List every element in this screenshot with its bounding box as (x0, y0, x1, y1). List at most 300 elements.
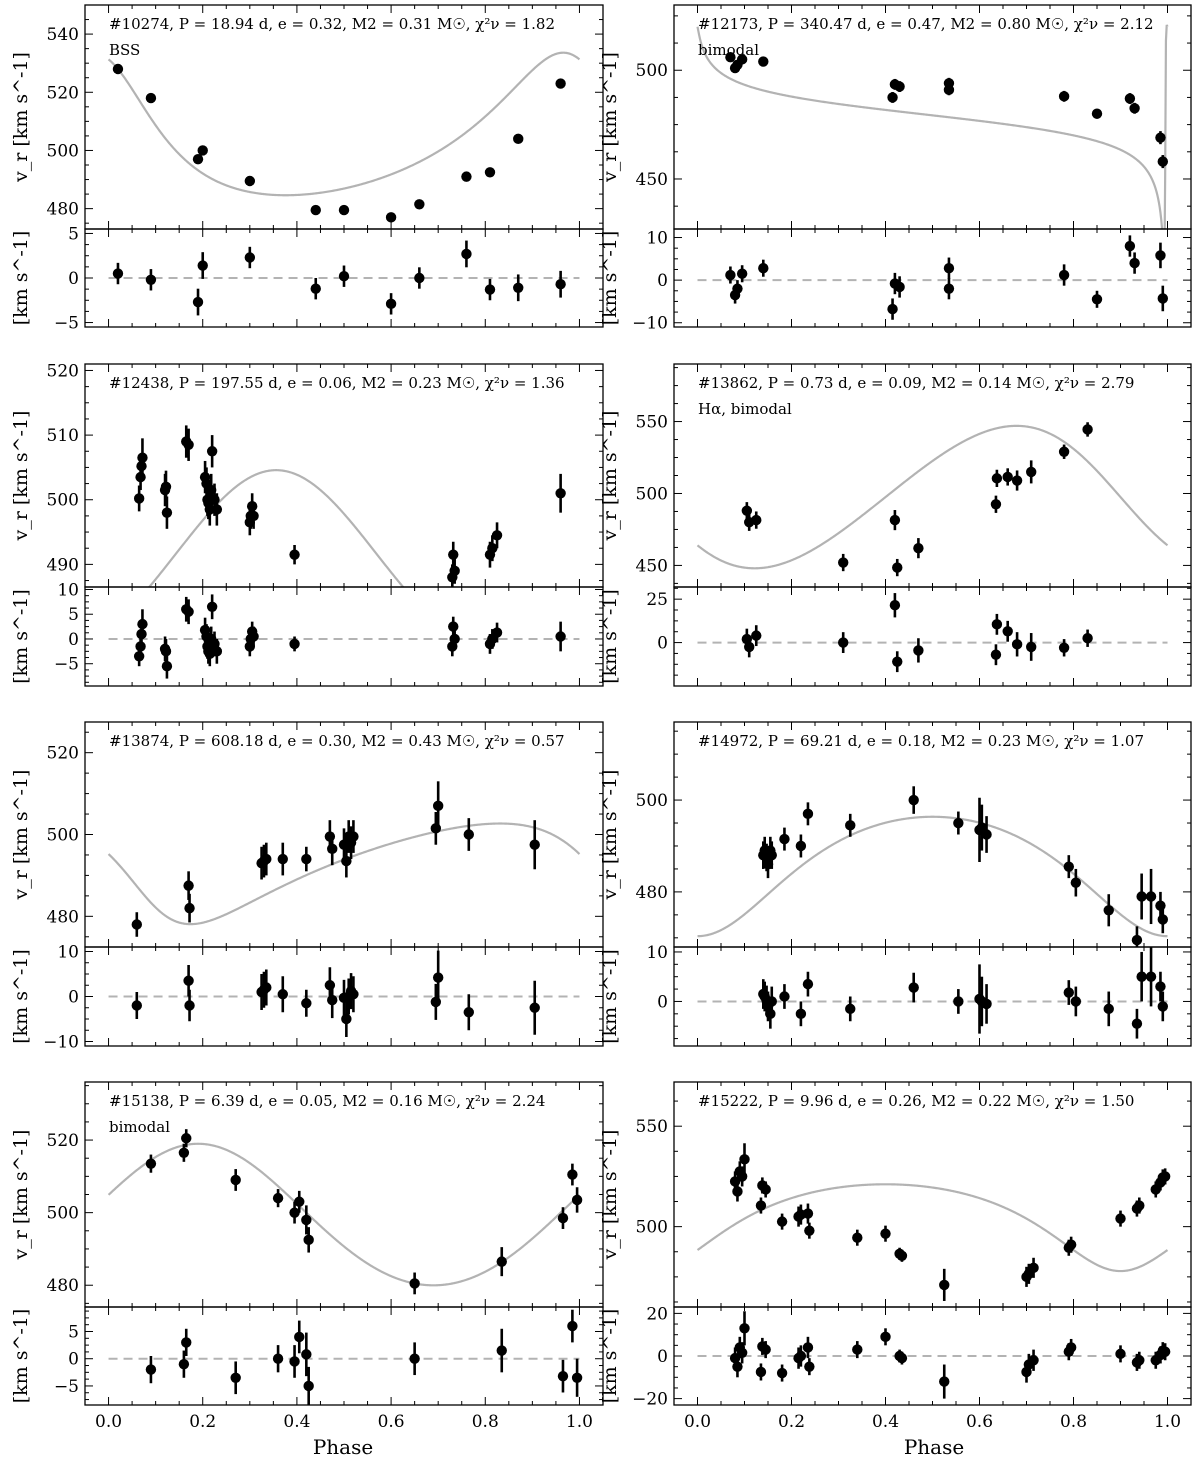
res-point-10274-10 (485, 284, 495, 294)
x-tick-label: 0.2 (777, 1412, 806, 1432)
y-tick-label: −10 (43, 1032, 79, 1053)
x-tick-label: 0.6 (965, 1412, 994, 1432)
panel-title-10274: #10274, P = 18.94 d, e = 0.32, M2 = 0.31 M☉, χ²ν = 1.82 (109, 15, 556, 33)
res-point-12173-13 (1129, 258, 1139, 268)
rv-point-10274-9 (461, 171, 471, 181)
rv-point-12173-11 (1092, 109, 1102, 119)
res-point-15222-22 (1066, 1342, 1076, 1352)
res-point-15222-3 (737, 1348, 747, 1358)
panel-title-15222: #15222, P = 9.96 d, e = 0.26, M2 = 0.22 M☉, χ²ν = 1.50 (698, 1092, 1135, 1110)
res-point-13862-12 (1059, 643, 1069, 653)
res-point-15222-8 (777, 1368, 787, 1378)
rv-point-15222-11 (803, 1208, 813, 1218)
model-curve-10274 (109, 53, 580, 196)
rv-point-15222-5 (756, 1200, 766, 1210)
res-point-13862-2 (751, 630, 761, 640)
res-point-12438-24 (448, 621, 458, 631)
y-tick-label: 0 (68, 629, 79, 650)
y-tick-label: 10 (57, 580, 79, 601)
res-point-12173-3 (737, 269, 747, 279)
panel-title-13874: #13874, P = 608.18 d, e = 0.30, M2 = 0.43 M☉, χ²ν = 0.57 (109, 732, 565, 750)
res-point-13874-14 (348, 989, 358, 999)
y-tick-label: 5 (68, 224, 79, 245)
res-point-15222-5 (756, 1367, 766, 1377)
rv-axes-frame-15222 (674, 1082, 1191, 1307)
res-point-15222-7 (760, 1344, 770, 1354)
res-point-12438-25 (449, 634, 459, 644)
rv-point-14972-9 (845, 820, 855, 830)
res-point-12173-8 (944, 283, 954, 293)
y-tick-label: 510 (46, 426, 79, 447)
rv-point-14972-10 (909, 795, 919, 805)
res-point-15222-12 (804, 1361, 814, 1371)
rv-point-13874-16 (433, 801, 443, 811)
rv-point-13874-18 (530, 840, 540, 850)
res-point-15222-14 (880, 1332, 890, 1342)
panel-12438 (10, 361, 603, 686)
rv-point-15138-12 (567, 1169, 577, 1179)
rv-point-14972-6 (779, 834, 789, 844)
rv-point-15222-12 (804, 1225, 814, 1235)
rv-point-13862-7 (991, 499, 1001, 509)
res-point-10274-11 (513, 283, 523, 293)
rv-axes-frame-14972 (674, 722, 1191, 947)
rv-point-15222-29 (1160, 1171, 1170, 1181)
rv-point-15138-10 (497, 1256, 507, 1266)
rv-point-10274-0 (113, 64, 123, 74)
rv-point-14972-17 (1104, 905, 1114, 915)
y-axis-label-rv: v_r [km s^-1] (10, 769, 32, 900)
y-axis-label-rv: v_r [km s^-1] (10, 1129, 32, 1260)
res-point-13862-7 (991, 650, 1001, 660)
rv-point-15222-16 (897, 1251, 907, 1261)
res-point-13874-7 (301, 998, 311, 1008)
res-point-15138-2 (181, 1337, 191, 1347)
rv-point-14972-8 (803, 809, 813, 819)
rv-point-13862-11 (1026, 467, 1036, 477)
x-tick-label: 0.8 (471, 1412, 499, 1432)
model-curve-12438 (109, 470, 580, 659)
rv-point-14972-15 (1064, 861, 1074, 871)
y-axis-label-rv: v_r [km s^-1] (599, 52, 621, 182)
y-tick-label: 5 (68, 605, 79, 626)
x-tick-label: 0.0 (95, 1412, 123, 1432)
panel-title-12173: #12173, P = 340.47 d, e = 0.47, M2 = 0.80 M☉, χ²ν = 2.12 (698, 15, 1154, 33)
rv-point-12438-28 (492, 530, 502, 540)
rv-point-10274-12 (555, 78, 565, 88)
y-tick-label: −5 (53, 313, 79, 334)
rv-point-12438-5 (161, 482, 171, 492)
res-point-12438-6 (162, 661, 172, 671)
y-tick-label: 520 (46, 743, 79, 764)
res-point-15222-4 (739, 1323, 749, 1333)
panel-note-12173: bimodal (698, 41, 759, 59)
panel-15222 (599, 1082, 1191, 1432)
res-point-14972-7 (796, 1009, 806, 1019)
rv-point-15138-1 (179, 1148, 189, 1158)
rv-point-15222-7 (760, 1184, 770, 1194)
rv-point-12438-8 (183, 440, 193, 450)
y-tick-label: 500 (635, 484, 668, 505)
rv-point-12438-24 (448, 549, 458, 559)
rv-point-13862-4 (890, 515, 900, 525)
res-point-15222-25 (1134, 1355, 1144, 1365)
res-point-10274-6 (339, 271, 349, 281)
res-point-12173-14 (1155, 250, 1165, 260)
rv-point-15138-0 (146, 1158, 156, 1168)
residual-axes-frame-12438 (85, 587, 603, 686)
res-point-10274-7 (386, 299, 396, 309)
y-axis-label-residual: [km s^-1] (10, 230, 32, 326)
res-point-10274-3 (198, 260, 208, 270)
rv-point-14972-18 (1132, 935, 1142, 945)
res-point-12438-28 (492, 627, 502, 637)
rv-point-15138-9 (409, 1278, 419, 1288)
res-point-13874-17 (464, 1007, 474, 1017)
y-axis-label-residual: [km s^-1] (599, 589, 621, 684)
res-point-12173-12 (1125, 241, 1135, 251)
rv-point-13862-10 (1012, 475, 1022, 485)
y-tick-label: 500 (635, 1217, 668, 1238)
res-point-13862-8 (992, 619, 1002, 629)
res-point-12438-21 (248, 631, 258, 641)
y-tick-label: 550 (635, 1117, 668, 1138)
x-tick-label: 1.0 (565, 1412, 593, 1432)
res-point-12438-29 (555, 631, 565, 641)
res-point-13874-6 (278, 989, 288, 999)
y-tick-label: 500 (46, 141, 79, 162)
res-point-14972-19 (1136, 972, 1146, 982)
y-axis-label-residual: [km s^-1] (10, 949, 32, 1044)
rv-point-12173-13 (1129, 103, 1139, 113)
res-point-13874-1 (183, 976, 193, 986)
panel-title-15138: #15138, P = 6.39 d, e = 0.05, M2 = 0.16 M☉, χ²ν = 2.24 (109, 1092, 546, 1110)
res-point-12173-11 (1092, 294, 1102, 304)
panel-note-13862: Hα, bimodal (698, 400, 792, 418)
y-tick-label: 0 (68, 269, 79, 289)
y-tick-label: 0 (657, 1347, 668, 1367)
rv-point-15222-22 (1066, 1240, 1076, 1250)
res-point-13862-5 (892, 656, 902, 666)
res-point-15222-11 (803, 1342, 813, 1352)
rv-point-14972-20 (1146, 891, 1156, 901)
panel-title-14972: #14972, P = 69.21 d, e = 0.18, M2 = 0.23 M☉, χ²ν = 1.07 (698, 732, 1145, 750)
rv-point-13874-5 (261, 854, 271, 864)
y-tick-label: −5 (53, 654, 79, 675)
model-curve-13862 (698, 426, 1168, 568)
res-point-15222-20 (1028, 1355, 1038, 1365)
rv-axes-frame-12173 (674, 5, 1191, 229)
rv-point-14972-22 (1158, 914, 1168, 924)
res-point-12438-22 (289, 639, 299, 649)
res-point-13862-6 (913, 645, 923, 655)
rv-point-15222-8 (777, 1216, 787, 1226)
res-point-12173-15 (1158, 293, 1168, 303)
res-point-15138-9 (409, 1354, 419, 1364)
rv-point-12438-20 (247, 501, 257, 511)
y-tick-label: 0 (68, 1349, 79, 1370)
rv-point-10274-4 (245, 176, 255, 186)
y-tick-label: 520 (46, 83, 79, 104)
res-point-13874-2 (184, 1000, 194, 1010)
rv-point-15222-23 (1115, 1213, 1125, 1223)
rv-point-13862-2 (751, 515, 761, 525)
rv-point-12173-12 (1125, 93, 1135, 103)
rv-point-15222-4 (739, 1154, 749, 1164)
residual-axes-frame-15138 (85, 1307, 603, 1405)
rv-point-15222-20 (1028, 1263, 1038, 1273)
res-point-10274-0 (113, 268, 123, 278)
res-point-13862-9 (1003, 626, 1013, 636)
rv-point-12173-15 (1158, 156, 1168, 166)
rv-point-13874-7 (301, 854, 311, 864)
rv-point-14972-16 (1071, 878, 1081, 888)
res-point-10274-1 (146, 275, 156, 285)
res-point-15222-29 (1160, 1347, 1170, 1357)
panel-note-10274: BSS (109, 41, 141, 59)
y-axis-label-rv: v_r [km s^-1] (599, 410, 621, 541)
rv-point-14972-7 (796, 841, 806, 851)
y-tick-label: 480 (635, 882, 668, 903)
res-point-14972-18 (1132, 1019, 1142, 1029)
y-axis-label-residual: [km s^-1] (599, 230, 621, 326)
res-point-10274-12 (555, 279, 565, 289)
res-point-14972-11 (953, 996, 963, 1006)
res-point-13874-5 (261, 982, 271, 992)
residual-axes-frame-14972 (674, 947, 1191, 1046)
res-point-10274-2 (193, 297, 203, 307)
y-axis-label-rv: v_r [km s^-1] (599, 769, 621, 900)
res-point-15138-1 (179, 1359, 189, 1369)
y-tick-label: 5 (68, 1322, 79, 1343)
panel-12173 (599, 5, 1191, 334)
res-point-12173-7 (894, 282, 904, 292)
rv-point-12438-21 (248, 511, 258, 521)
rv-point-15222-17 (939, 1280, 949, 1290)
panel-note-15138: bimodal (109, 1118, 170, 1136)
res-point-13874-9 (327, 995, 337, 1005)
y-tick-label: −5 (53, 1376, 79, 1397)
y-axis-label-residual: [km s^-1] (10, 589, 32, 684)
rv-point-12173-7 (894, 81, 904, 91)
rv-point-15138-2 (181, 1133, 191, 1143)
rv-point-14972-19 (1136, 891, 1146, 901)
rv-point-12173-10 (1059, 91, 1069, 101)
x-tick-label: 0.8 (1059, 1412, 1088, 1432)
rv-point-12173-4 (758, 56, 768, 66)
rv-point-13874-1 (183, 880, 193, 890)
rv-point-15222-1 (732, 1186, 742, 1196)
y-tick-label: 500 (635, 791, 668, 812)
res-point-14972-16 (1071, 996, 1081, 1006)
rv-point-10274-11 (513, 134, 523, 144)
rv-point-15138-6 (294, 1197, 304, 1207)
y-tick-label: −20 (632, 1389, 668, 1410)
y-axis-label-residual: [km s^-1] (10, 1308, 32, 1404)
res-point-15138-11 (558, 1371, 568, 1381)
res-point-14972-8 (803, 979, 813, 989)
rv-point-10274-3 (198, 145, 208, 155)
res-point-12438-8 (183, 607, 193, 617)
rv-point-13862-6 (913, 543, 923, 553)
y-tick-label: 500 (46, 825, 79, 846)
rv-point-12438-29 (555, 488, 565, 498)
rv-point-15138-3 (230, 1175, 240, 1185)
x-axis-label-left: Phase (312, 1435, 374, 1459)
res-point-13874-11 (341, 1014, 351, 1024)
res-point-13862-13 (1082, 633, 1092, 643)
y-tick-label: 0 (657, 271, 668, 292)
rv-point-10274-8 (414, 199, 424, 209)
y-tick-label: 450 (635, 169, 668, 190)
rv-point-13874-17 (464, 829, 474, 839)
rv-point-10274-6 (339, 205, 349, 215)
rv-point-15222-13 (852, 1232, 862, 1242)
y-tick-label: 0 (657, 992, 668, 1013)
res-point-14972-20 (1146, 972, 1156, 982)
y-tick-label: 10 (646, 228, 668, 249)
x-tick-label: 0.2 (189, 1412, 217, 1432)
y-tick-label: 480 (46, 1276, 79, 1297)
y-axis-label-rv: v_r [km s^-1] (599, 1129, 621, 1260)
x-tick-label: 1.0 (1153, 1412, 1182, 1432)
y-tick-label: 10 (57, 942, 79, 963)
res-point-15138-0 (146, 1364, 156, 1374)
res-point-15222-23 (1115, 1349, 1125, 1359)
res-point-14972-4 (765, 1009, 775, 1019)
res-point-13874-16 (433, 972, 443, 982)
rv-point-15138-4 (273, 1193, 283, 1203)
res-point-12438-15 (207, 602, 217, 612)
rv-axes-frame-12438 (85, 364, 603, 587)
res-point-15138-12 (567, 1321, 577, 1331)
rv-point-12438-17 (212, 504, 222, 514)
rv-point-13874-0 (132, 919, 142, 929)
rv-point-14972-11 (953, 818, 963, 828)
res-point-12173-0 (725, 270, 735, 280)
res-point-12173-2 (732, 283, 742, 293)
rv-axes-frame-13862 (674, 364, 1191, 587)
rv-axes-frame-10274 (85, 5, 603, 229)
rv-point-12438-0 (134, 493, 144, 503)
res-point-13862-11 (1026, 642, 1036, 652)
res-point-15222-10 (796, 1351, 806, 1361)
model-curve-15138 (109, 1144, 580, 1286)
res-point-15138-3 (230, 1373, 240, 1383)
res-point-15138-8 (303, 1381, 313, 1391)
res-point-10274-9 (461, 249, 471, 259)
res-point-15138-10 (497, 1345, 507, 1355)
rv-point-15138-11 (558, 1213, 568, 1223)
panel-title-12438: #12438, P = 197.55 d, e = 0.06, M2 = 0.23 M☉, χ²ν = 1.36 (109, 374, 565, 392)
res-point-12173-10 (1059, 270, 1069, 280)
res-point-14972-10 (909, 982, 919, 992)
res-point-15222-17 (939, 1376, 949, 1386)
rv-point-13874-2 (184, 903, 194, 913)
y-axis-label-residual: [km s^-1] (599, 1308, 621, 1404)
res-point-13874-18 (530, 1003, 540, 1013)
y-tick-label: 25 (646, 590, 668, 611)
res-point-15222-13 (852, 1344, 862, 1354)
x-tick-label: 0.4 (283, 1412, 311, 1432)
y-tick-label: 0 (657, 633, 668, 654)
res-point-15138-5 (289, 1356, 299, 1366)
res-point-14972-17 (1104, 1004, 1114, 1014)
y-axis-label-rv: v_r [km s^-1] (10, 410, 32, 541)
rv-point-15222-14 (880, 1228, 890, 1238)
y-tick-label: −10 (632, 313, 668, 334)
y-tick-label: 0 (68, 987, 79, 1008)
res-point-14972-6 (779, 991, 789, 1001)
y-tick-label: 500 (46, 1203, 79, 1224)
panel-13862 (599, 364, 1191, 686)
rv-point-15222-25 (1134, 1200, 1144, 1210)
rv-point-14972-14 (981, 829, 991, 839)
y-axis-label-rv: v_r [km s^-1] (10, 52, 32, 182)
panel-title-13862: #13862, P = 0.73 d, e = 0.09, M2 = 0.14 M☉, χ²ν = 2.79 (698, 374, 1135, 392)
rv-point-12438-22 (289, 549, 299, 559)
rv-point-12438-6 (162, 507, 172, 517)
rv-point-12173-14 (1155, 132, 1165, 142)
rv-point-12438-25 (449, 566, 459, 576)
x-axis-label-right: Phase (903, 1435, 965, 1459)
rv-point-10274-1 (146, 93, 156, 103)
rv-point-13862-8 (992, 473, 1002, 483)
panel-13874 (10, 722, 603, 1053)
res-point-13862-1 (744, 642, 754, 652)
y-tick-label: 520 (46, 361, 79, 382)
y-tick-label: 490 (46, 555, 79, 576)
rv-point-15138-7 (301, 1215, 311, 1225)
res-point-14972-22 (1158, 1001, 1168, 1011)
y-tick-label: 20 (646, 1304, 668, 1325)
rv-point-13862-5 (892, 562, 902, 572)
residual-axes-frame-12173 (674, 229, 1191, 327)
panel-15138 (10, 1082, 603, 1432)
res-point-15138-7 (301, 1349, 311, 1359)
panel-14972 (599, 722, 1191, 1046)
y-axis-label-residual: [km s^-1] (599, 949, 621, 1044)
res-point-14972-15 (1064, 987, 1074, 997)
res-point-13862-10 (1012, 639, 1022, 649)
res-point-13862-3 (838, 637, 848, 647)
y-tick-label: 540 (46, 25, 79, 46)
res-point-15222-16 (897, 1353, 907, 1363)
rv-axes-frame-15138 (85, 1082, 603, 1307)
res-point-14972-21 (1155, 981, 1165, 991)
res-point-12438-3 (137, 619, 147, 629)
res-point-12438-17 (212, 646, 222, 656)
rv-point-10274-10 (485, 167, 495, 177)
res-point-12173-4 (758, 263, 768, 273)
x-tick-label: 0.4 (871, 1412, 900, 1432)
res-point-15138-13 (572, 1373, 582, 1383)
res-point-12173-9 (944, 263, 954, 273)
x-tick-label: 0.6 (377, 1412, 405, 1432)
rv-point-10274-5 (311, 205, 321, 215)
res-point-14972-5 (767, 996, 777, 1006)
rv-point-12438-15 (207, 446, 217, 456)
res-point-15138-4 (273, 1354, 283, 1364)
res-point-13874-0 (132, 1000, 142, 1010)
rv-point-14972-5 (767, 850, 777, 860)
rv-point-13862-3 (838, 557, 848, 567)
res-point-10274-8 (414, 273, 424, 283)
y-tick-label: 500 (635, 61, 668, 82)
panel-10274 (10, 5, 603, 334)
y-tick-label: 520 (46, 1131, 79, 1152)
rv-point-13874-14 (348, 831, 358, 841)
